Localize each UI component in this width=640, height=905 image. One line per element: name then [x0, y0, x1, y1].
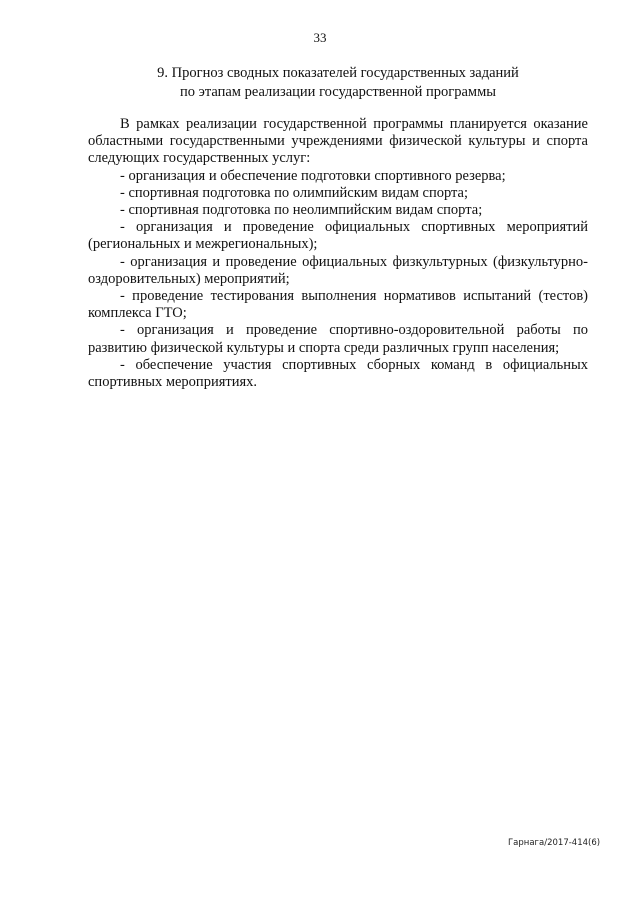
list-item: - спортивная подготовка по неолимпийским видам спорта;	[120, 202, 483, 219]
intro-paragraph: В рамках реализации государственной программы планируется оказание областными государственными учреждениями физической культуры и спорта следующих государственных услуг:	[88, 116, 588, 167]
section-title-line-1: 9. Прогноз сводных показателей государственных заданий	[157, 65, 519, 81]
list-item: - проведение тестирования выполнения нормативов испытаний (тестов) комплекса ГТО;	[88, 288, 588, 322]
list-item: - организация и проведение спортивно-оздоровительной работы по развитию физической культуры и спорта среди различных групп населения;	[88, 322, 588, 356]
page-number: 33	[313, 30, 327, 45]
list-item: - организация и обеспечение подготовки спортивного резерва;	[120, 167, 506, 184]
body-text	[88, 116, 588, 391]
list-item: - обеспечение участия спортивных сборных команд в официальных спортивных мероприятиях.	[88, 356, 588, 391]
list-item: - организация и проведение официальных спортивных мероприятий (региональных и межрегиональных);	[88, 219, 588, 253]
section-title-line-2: по этапам реализации государственной программы	[179, 84, 497, 100]
list-item: - спортивная подготовка по олимпийским видам спорта;	[120, 184, 469, 201]
document-code: Гарнага/2017-414(6)	[508, 838, 601, 848]
list-item: - организация и проведение официальных физкультурных (физкультурно-оздоровительных) мероприятий;	[88, 253, 588, 287]
section-title	[88, 64, 588, 102]
